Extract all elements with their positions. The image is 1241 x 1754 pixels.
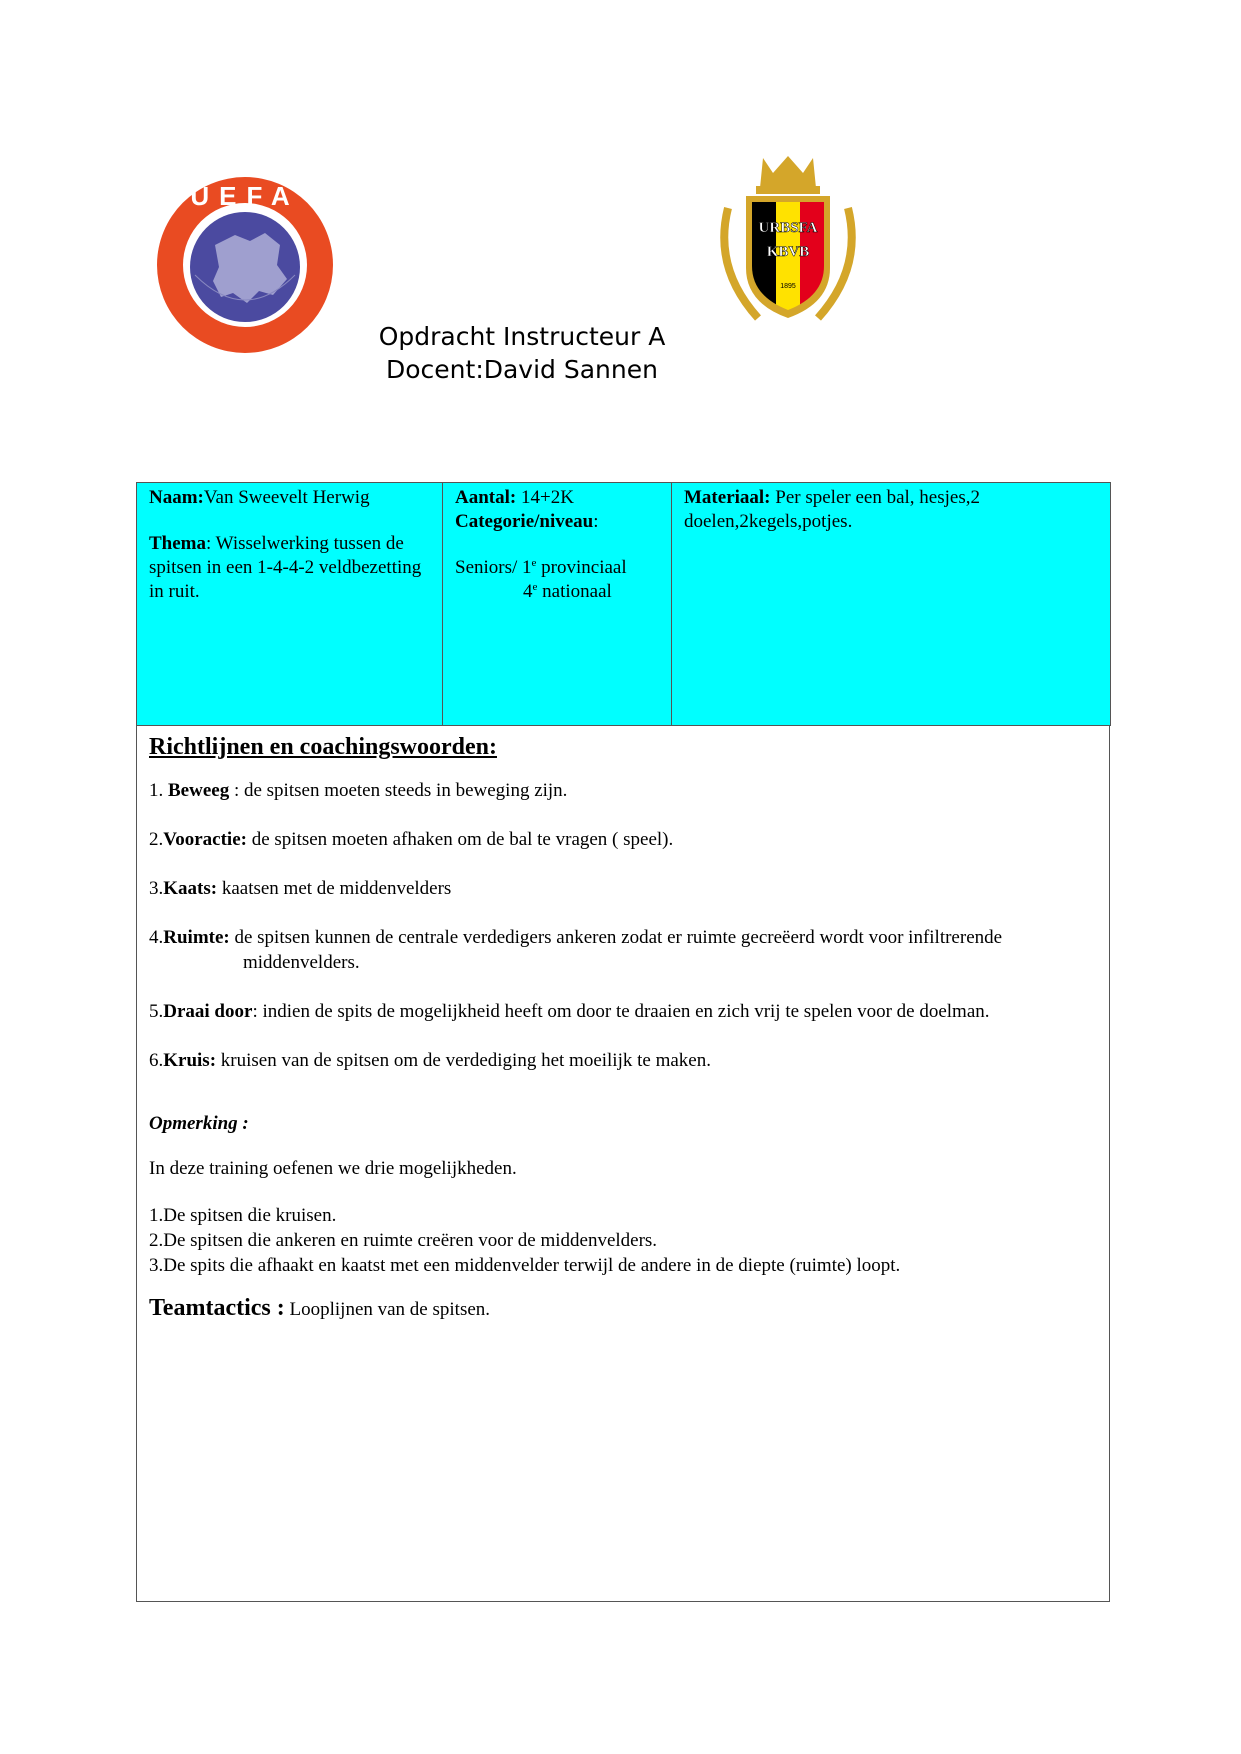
remark-intro: In deze training oefenen we drie mogelijkheden. [149, 1158, 517, 1179]
list-item: 3.De spits die afhaakt en kaatst met een middenvelder terwijl de andere in de diepte (ruimte) loopt. [149, 1255, 901, 1276]
materiaal-value: Per speler een bal, hesjes,2 doelen,2kegels,potjes. [684, 487, 980, 532]
list-item: 2.De spitsen die ankeren en ruimte creëren voor de middenvelders. [149, 1230, 658, 1251]
svg-text:URBSFA: URBSFA [758, 220, 818, 236]
teamtactics [149, 1296, 1097, 1322]
svg-text:KBVB: KBVB [766, 244, 810, 260]
categorie-label: Categorie/niveau [455, 511, 594, 532]
title-line-2: Docent:David Sannen [386, 355, 658, 384]
teamtactics-label: Teamtactics : [149, 1295, 285, 1321]
niveau-line-1: Seniors/ 1e provinciaal [455, 557, 627, 578]
guideline-item: 3.Kaats: kaatsen met de middenvelders [149, 878, 452, 899]
guideline-item: 5.Draai door: indien de spits de mogelijkheid heeft om door te draaien en zich vrij te spelen voor de doelman. [149, 1001, 990, 1022]
uefa-logo [155, 175, 335, 355]
guidelines-heading: Richtlijnen en coachingswoorden: [149, 734, 497, 760]
aantal-label: Aantal: [455, 487, 517, 508]
thema-label: Thema [149, 533, 206, 554]
thema-value: : Wisselwerking tussen de spitsen in een 1-4-4-2 veldbezetting in ruit. [149, 533, 422, 602]
remark-heading: Opmerking : [149, 1113, 249, 1134]
aantal-cell [443, 483, 672, 726]
naam-thema-cell [137, 483, 443, 726]
guideline-item: 4.Ruimte: de spitsen kunnen de centrale verdedigers ankeren zodat er ruimte gecreëerd wordt voor infiltrerende middenvelders. [149, 927, 1003, 973]
categorie-colon: : [593, 511, 599, 532]
guidelines-section [136, 726, 1110, 1602]
list-item: 1.De spitsen die kruisen. [149, 1205, 337, 1226]
guideline-item: 2.Vooractie: de spitsen moeten afhaken om de bal te vragen ( speel). [149, 829, 674, 850]
svg-text:1895: 1895 [780, 283, 796, 290]
naam-label: Naam: [149, 487, 204, 508]
document-title [362, 320, 682, 386]
materiaal-label: Materiaal: [684, 487, 771, 508]
naam-value: Van Sweevelt Herwig [203, 487, 370, 508]
svg-text:UEFA: UEFA [190, 181, 300, 211]
kbvb-crest-logo [708, 148, 868, 338]
aantal-value: 14+2K [516, 487, 574, 508]
info-table [136, 482, 1111, 726]
guideline-item: 1. Beweeg : de spitsen moeten steeds in beweging zijn. [149, 780, 568, 801]
guideline-item: 6.Kruis: kruisen van de spitsen om de verdediging het moeilijk te maken. [149, 1050, 711, 1071]
remark-list [149, 1203, 1097, 1278]
title-line-1: Opdracht Instructeur A [378, 322, 666, 351]
niveau-line-2: 4e nationaal [523, 581, 612, 602]
materiaal-cell [672, 483, 1111, 726]
teamtactics-value: Looplijnen van de spitsen. [284, 1299, 491, 1320]
